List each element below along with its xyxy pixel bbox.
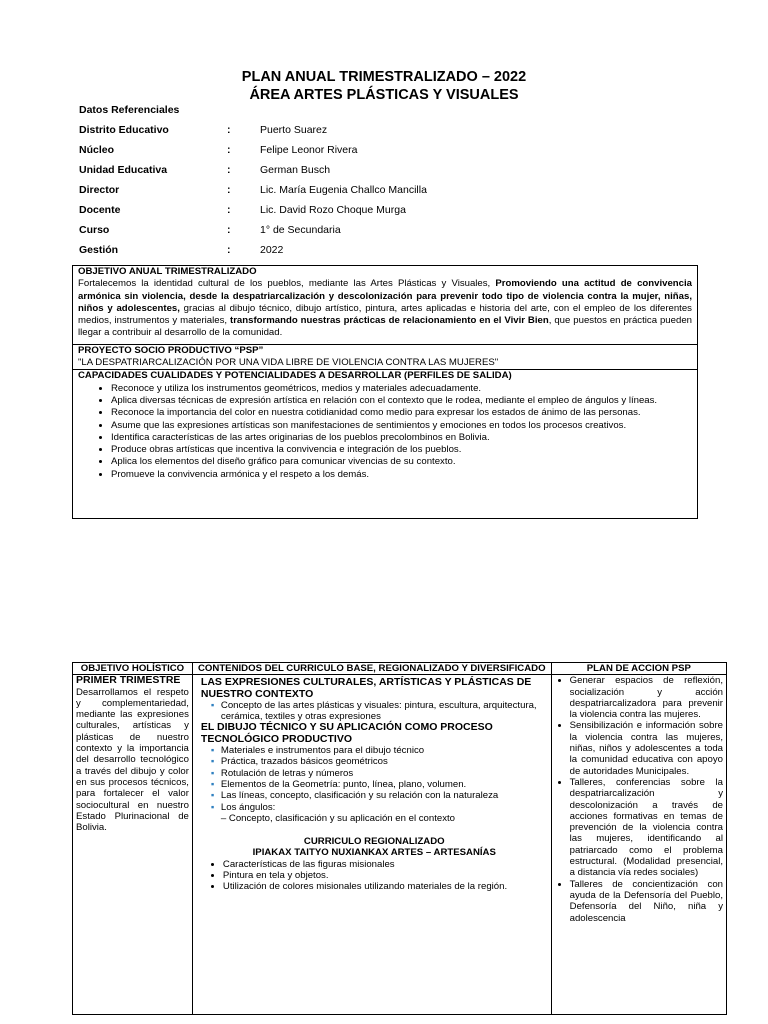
regional-item: • Pintura en tela y objetos. <box>223 870 548 881</box>
capacidad-item: • Aplica los elementos del diseño gráfico para comunicar vivencias de su contexto. <box>111 456 689 468</box>
referencia-value: 2022 <box>260 244 284 256</box>
referencia-value: Puerto Suarez <box>260 124 328 136</box>
header-contenidos: CONTENIDOS DEL CURRICULO BASE, REGIONALIZADO Y DIVERSIFICADO <box>192 663 551 675</box>
trimestre-label: PRIMER TRIMESTRE <box>76 674 181 687</box>
objetivo-holistico-text: Desarrollamos el respeto y complementariedad, mediante las expresiones culturales, artísticas y plásticas de nuestro contexto y la importancia del desarrollo tecnológico a través del dibujo y color en sus procesos técnicos, para fortalecer el valor sociocultural en nuestro Estado Plurinacional de Bolivia. <box>76 686 189 834</box>
referencia-colon: : <box>227 184 231 196</box>
capacidades-heading: CAPACIDADES CUALIDADES Y POTENCIALIDADES A DESARROLLAR (PERFILES DE SALIDA) <box>78 370 512 382</box>
capacidad-item: • Asume que las expresiones artísticas son manifestaciones de sentimientos y emociones en todos los procesos creativos. <box>111 420 689 432</box>
tema2-list <box>201 745 548 813</box>
capacidad-item: • Reconoce y utiliza los instrumentos geométricos, medios y materiales adecuadamente. <box>111 383 689 395</box>
tema2-item: ▪ Materiales e instrumentos para el dibujo técnico <box>211 745 548 756</box>
capacidades-list <box>73 383 697 481</box>
objetivo-b2: transformando nuestras prácticas de relacionamiento en el Vivir Bien <box>230 315 549 327</box>
objetivo-box <box>72 265 698 519</box>
capacidad-item: • Produce obras artísticas que incentiva la convivencia e integración de los pueblos. <box>111 444 689 456</box>
capacidad-item: • Identifica características de las artes originarias de los pueblos precolombinos en Bolivia. <box>111 432 689 444</box>
regional-item: • Utilización de colores misionales utilizando materiales de la región. <box>223 881 548 892</box>
referencia-colon: : <box>227 244 231 256</box>
objetivo-p3: , que puestos en práctica pueden llegar a contribuir al desarrollo de la comunidad. <box>78 315 692 339</box>
regional-title: CURRICULO REGIONALIZADO <box>303 836 445 848</box>
plan-item: • Talleres de concientización con ayuda de la Defensoría del Pueblo, Defensoría del Niño, niña y adolescencia <box>570 879 723 924</box>
curriculum-table <box>72 662 727 1015</box>
capacidad-item: • Reconoce la importancia del color en nuestra cotidianidad como medio para expresar los estados de ánimo de las personas. <box>111 407 689 419</box>
datos-referenciales-heading: Datos Referenciales <box>79 104 180 116</box>
tema2-item: ▪ Práctica, trazados básicos geométricos <box>211 756 548 767</box>
header-objetivo-holistico: OBJETIVO HOLÍSTICO <box>73 663 193 675</box>
objetivo-heading: OBJETIVO ANUAL TRIMESTRALIZADO <box>78 266 257 277</box>
referencia-value: Lic. David Rozo Choque Murga <box>260 204 406 216</box>
objetivo-holistico-cell <box>73 675 193 1015</box>
tema2-item: ▪ Los ángulos: <box>211 802 548 813</box>
referencia-label: Núcleo <box>79 144 115 156</box>
plan-item: • Talleres, conferencias sobre la despatriarcalización y descolonización a través de acciones formativas en temas de prevención de la violencia contra las mujeres, identificando al patriarcado como el problema estructural. (Modalidad presencial, a distancia vía redes sociales) <box>570 777 723 879</box>
referencia-label: Director <box>79 184 120 196</box>
tema1-heading: LAS EXPRESIONES CULTURALES, ARTÍSTICAS Y PLÁSTICAS DE NUESTRO CONTEXTO <box>200 676 532 700</box>
referencia-colon: : <box>227 204 231 216</box>
contenidos-cell <box>192 675 551 1015</box>
referencia-value: German Busch <box>260 164 331 176</box>
referencia-label: Curso <box>79 224 110 236</box>
capacidad-item: • Promueve la convivencia armónica y el respeto a los demás. <box>111 469 689 481</box>
tema2-item: ▪ Rotulación de letras y números <box>211 768 548 779</box>
tema2-item: ▪ Las líneas, concepto, clasificación y su relación con la naturaleza <box>211 790 548 801</box>
tema1-item: ▪ Concepto de las artes plásticas y visuales: pintura, escultura, arquitectura, cerámica, textiles y otras expresiones <box>211 700 548 723</box>
plan-accion-list <box>555 675 723 924</box>
proyecto-heading: PROYECTO SOCIO PRODUCTIVO “PSP” <box>78 344 264 356</box>
referencia-colon: : <box>227 144 231 156</box>
referencia-value: Felipe Leonor Rivera <box>260 144 358 156</box>
objetivo-p2: gracias al dibujo técnico, dibujo artístico, pintura, artes aplicadas e historia del arte, con el empleo de los diferentes medios, instrumentos y materiales, <box>78 302 692 327</box>
plan-accion-cell <box>551 675 726 1015</box>
plan-item: • Sensibilización e información sobre la violencia contra las mujeres, niñas, niños y adolescentes a toda la comunidad educativa con apoyo de autoridades Municipales. <box>570 720 723 776</box>
proyecto-text: "LA DESPATRIARCALIZACIÓN POR UNA VIDA LIBRE DE VIOLENCIA CONTRA LAS MUJERES" <box>78 357 499 369</box>
objetivo-p1: Fortalecemos la identidad cultural de los pueblos, mediante las Artes Plásticas y Visuales, <box>78 278 496 290</box>
angulos-sub-item: – Concepto, clasificación y su aplicación en el contexto <box>220 812 456 824</box>
referencia-label: Docente <box>79 204 121 216</box>
regional-item: • Características de las figuras misionales <box>223 859 548 870</box>
referencia-colon: : <box>227 164 231 176</box>
referencia-value: 1° de Secundaria <box>260 224 341 236</box>
tema1-list <box>201 700 548 723</box>
referencia-colon: : <box>227 124 231 136</box>
regional-list <box>201 859 548 893</box>
referencia-label: Gestión <box>79 244 119 256</box>
regional-subtitle: IPIAKAX TAITYO NUXIANKAX ARTES – ARTESANÍAS <box>252 847 496 859</box>
header-plan-accion: PLAN DE ACCION PSP <box>551 663 726 675</box>
capacidades-section <box>73 369 697 382</box>
objetivo-text <box>78 278 692 339</box>
document-title <box>0 68 768 104</box>
tema2-heading: EL DIBUJO TÉCNICO Y SU APLICACIÓN COMO PROCESO TECNOLÓGICO PRODUCTIVO <box>200 721 493 745</box>
tema2-item: ▪ Elementos de la Geometría: punto, línea, plano, volumen. <box>211 779 548 790</box>
referencia-label: Unidad Educativa <box>79 164 168 176</box>
objetivo-section <box>73 266 697 340</box>
plan-item: • Generar espacios de reflexión, socialización y acción despatriarcalizadora para prevenir la violencia contra las mujeres. <box>570 675 723 720</box>
title-line-1: PLAN ANUAL TRIMESTRALIZADO – 2022 <box>241 69 527 85</box>
objetivo-b1: Promoviendo una actitud de convivencia armónica sin violencia, desde la despatriarcalización y descolonización para prevenir todo tipo de violencia contra la mujer, niñas, niños y adolescentes, <box>78 278 692 314</box>
capacidad-item: • Aplica diversas técnicas de expresión artística en relación con el contexto que le rodea, mediante el empleo de ángulos y líneas. <box>111 395 689 407</box>
title-line-2: ÁREA ARTES PLÁSTICAS Y VISUALES <box>249 87 519 103</box>
referencia-colon: : <box>227 224 231 236</box>
proyecto-section <box>73 344 697 370</box>
referencia-value: Lic. María Eugenia Challco Mancilla <box>260 184 427 196</box>
referencia-label: Distrito Educativo <box>79 124 169 136</box>
